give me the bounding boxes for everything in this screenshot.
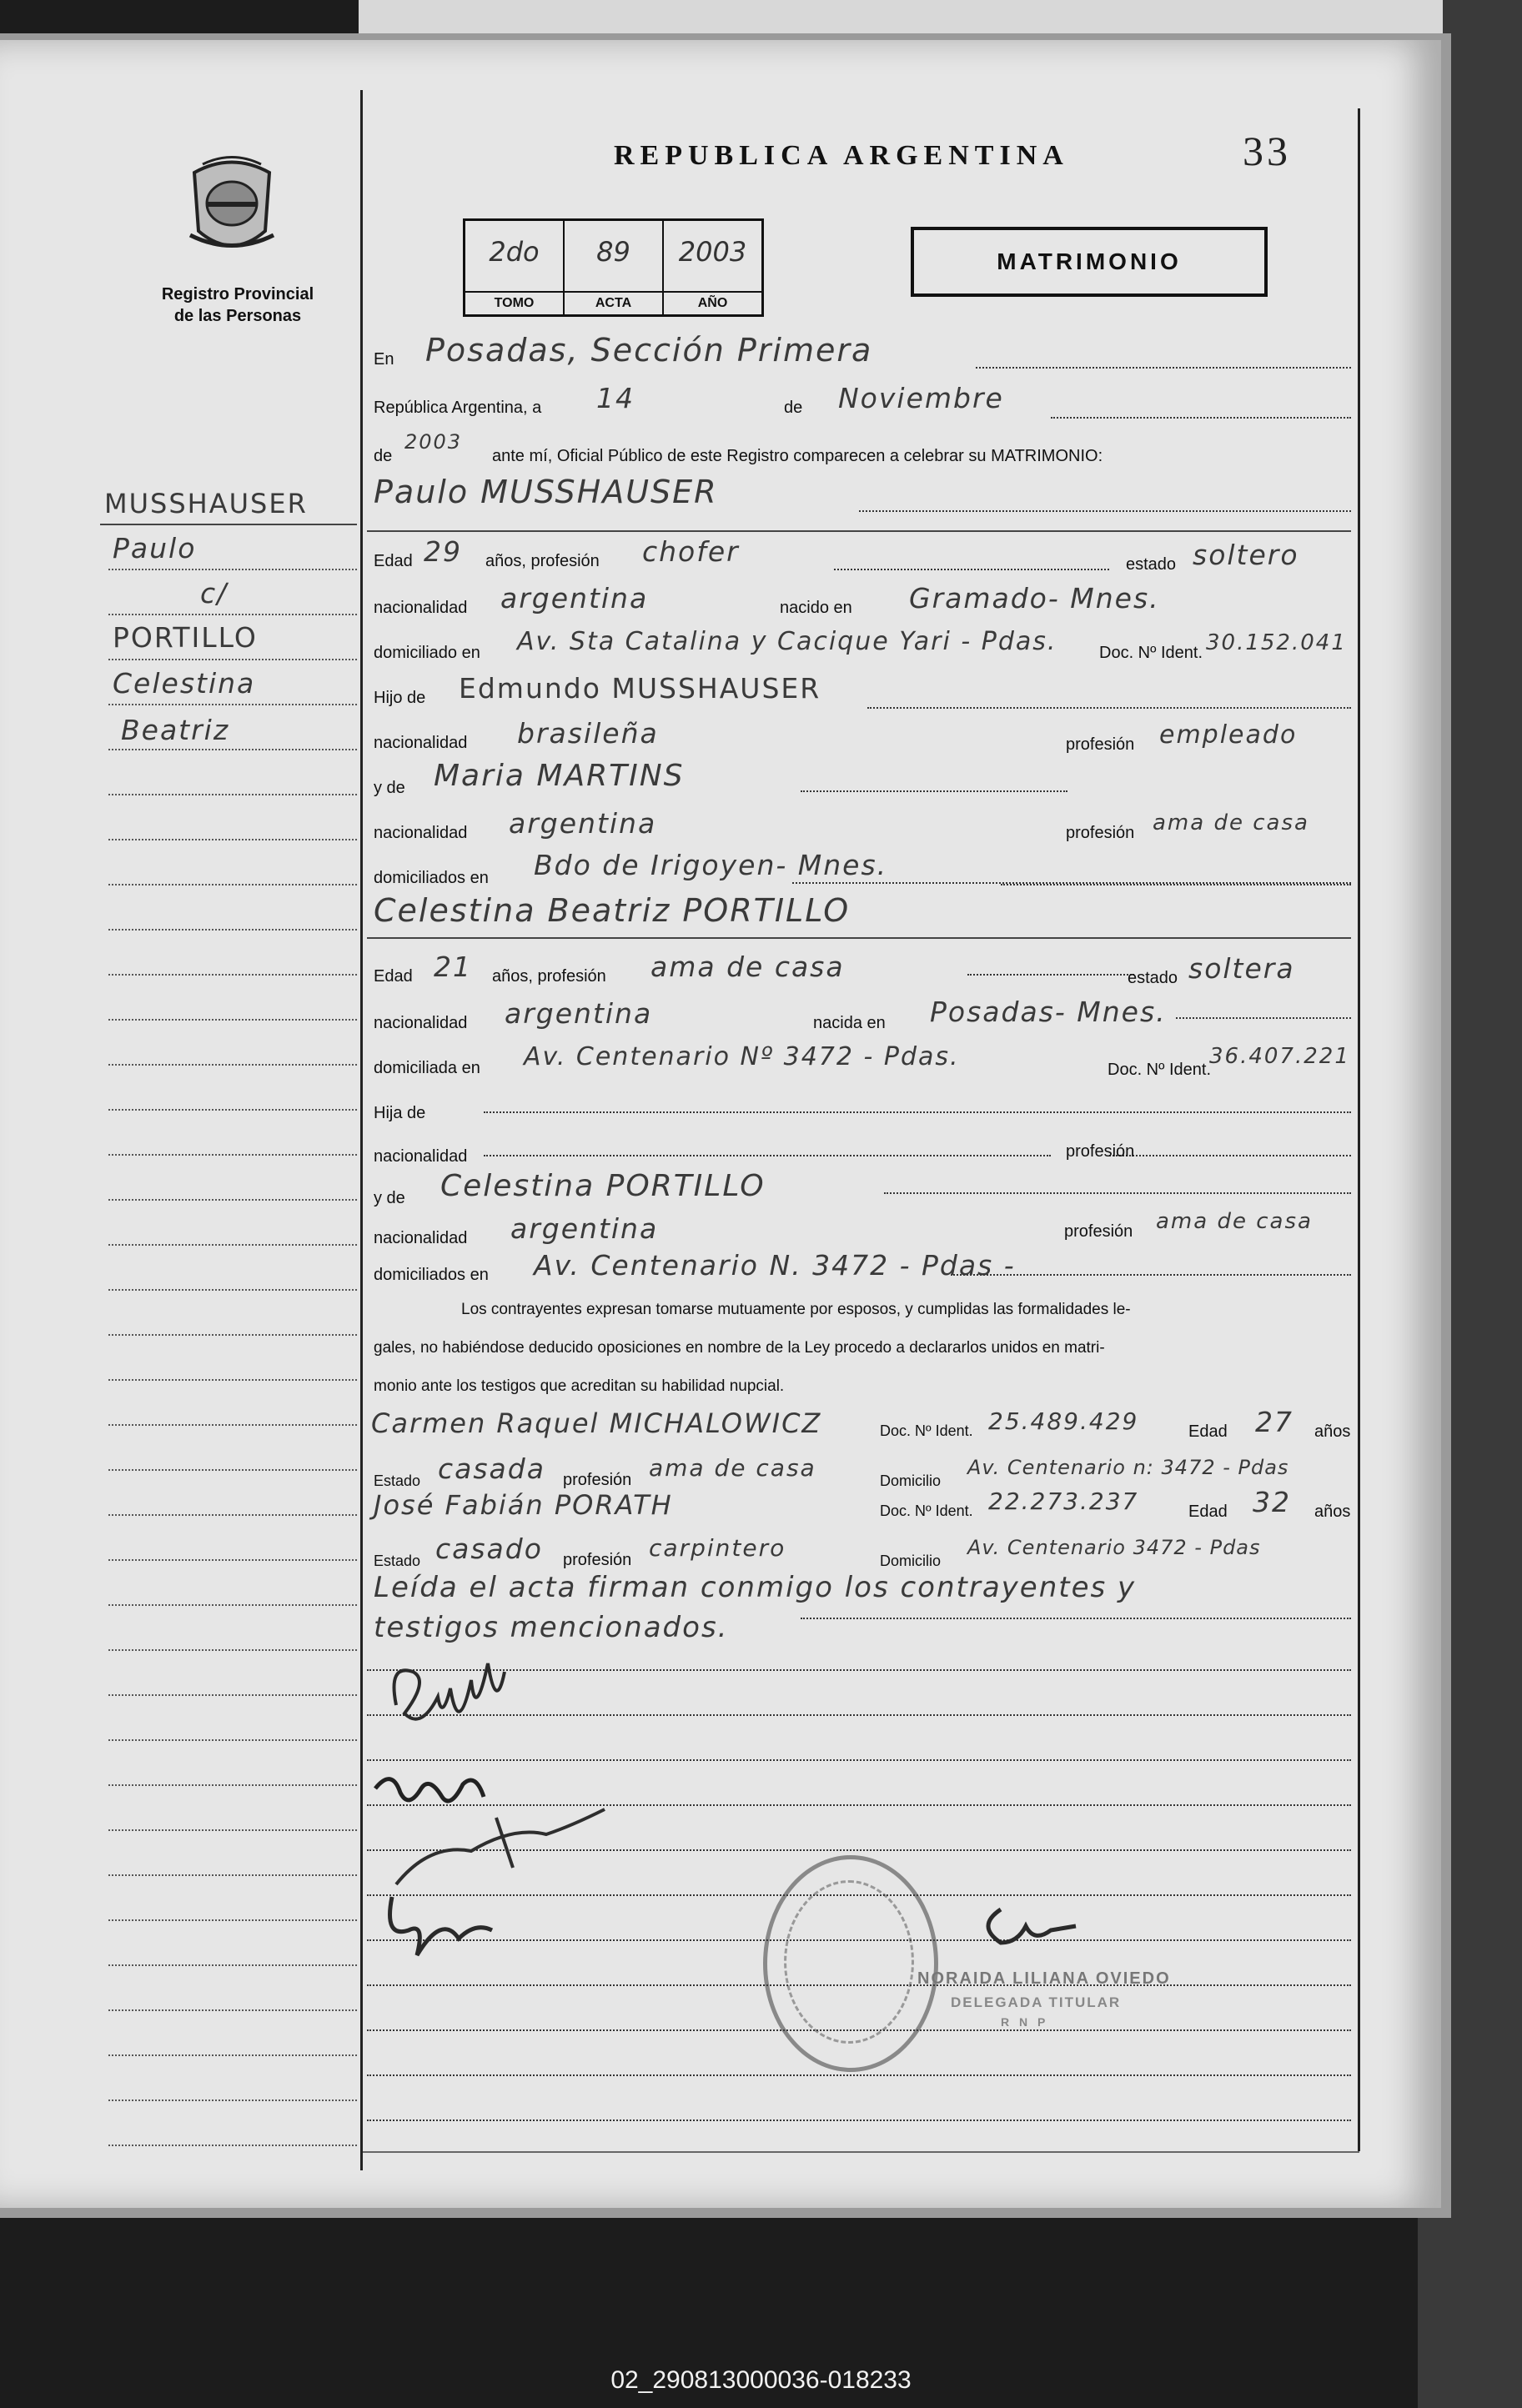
margin-rule-line: [108, 1739, 357, 1741]
margin-rule-line: [108, 884, 357, 885]
groom-age: 29: [424, 535, 462, 568]
witness1-profesion-label: profesión: [563, 1471, 632, 1489]
bride-status: soltera: [1188, 952, 1295, 985]
rule-line: [484, 1111, 1351, 1113]
groom-father-profesion-label: profesión: [1066, 735, 1135, 754]
rule-line: [367, 2074, 1351, 2076]
bride-nacida-label: nacida en: [813, 1014, 886, 1032]
witness1-profession: ama de casa: [649, 1454, 816, 1482]
rule-line: [801, 1618, 1351, 1619]
margin-rule-line: [108, 1019, 357, 1021]
margin-rule-line: [108, 1064, 357, 1066]
margin-note-line: Celestina: [113, 667, 256, 700]
record-type-box: MATRIMONIO: [911, 227, 1268, 297]
groom-mother-nacionalidad-label: nacionalidad: [374, 824, 468, 842]
bride-domiciliados-label: domiciliados en: [374, 1266, 489, 1284]
closing-line2: testigos mencionados.: [374, 1611, 729, 1644]
bride-domiciliada-label: domiciliada en: [374, 1059, 480, 1077]
margin-note-line: MUSSHAUSER: [104, 488, 308, 519]
rule-line: [1109, 1155, 1351, 1156]
rule-line: [834, 569, 1109, 570]
bride-anos-profesion-label: años, profesión: [492, 967, 606, 986]
margin-rule-line: [108, 704, 357, 705]
groom-nacionalidad-label: nacionalidad: [374, 599, 468, 617]
acta-value: 89: [596, 236, 630, 268]
bride-mother-nationality: argentina: [510, 1212, 659, 1245]
groom-name: Paulo MUSSHAUSER: [374, 474, 718, 510]
ano-cell: [664, 221, 761, 314]
bride-age: 21: [434, 951, 472, 983]
image-id-footer: 02_290813000036-018233: [610, 2366, 912, 2394]
witness1-status: casada: [438, 1452, 545, 1485]
witness2-domicilio-label: Domicilio: [880, 1553, 942, 1569]
margin-rule-line: [108, 2099, 357, 2101]
declaration-line3: monio ante los testigos que acreditan su habilidad nupcial.: [374, 1377, 785, 1395]
bride-doc-number: 36.407.221: [1209, 1044, 1350, 1069]
rule-line: [484, 1155, 1051, 1156]
de2-label: de: [374, 447, 393, 465]
groom-mother-profesion-label: profesión: [1066, 824, 1135, 842]
groom-yde-label: y de: [374, 779, 405, 797]
witness1-doc-label: Doc. Nº Ident.: [880, 1422, 973, 1439]
groom-father-profession: empleado: [1159, 720, 1298, 750]
witness2-profession: carpintero: [649, 1534, 786, 1562]
witness1-edad-label: Edad: [1188, 1422, 1228, 1441]
margin-rule-line: [108, 614, 357, 615]
signature-witness2-icon: [375, 1880, 509, 1972]
groom-mother-name: Maria MARTINS: [434, 759, 685, 793]
rule-line: [859, 510, 1351, 512]
bride-parents-address: Av. Centenario N. 3472 - Pdas -: [534, 1249, 1016, 1282]
margin-rule-line: [108, 1424, 357, 1426]
margin-rule-line: [108, 1379, 357, 1381]
bride-birthplace: Posadas- Mnes.: [930, 996, 1167, 1028]
bride-father-nacionalidad-label: nacionalidad: [374, 1147, 468, 1166]
witness2-doc-number: 22.273.237: [988, 1487, 1139, 1515]
witness1-doc-number: 25.489.429: [988, 1407, 1139, 1435]
bride-nacionalidad-label: nacionalidad: [374, 1014, 468, 1032]
tomo-cell: [465, 221, 565, 314]
de-label: de: [784, 399, 803, 417]
groom-mother-profession: ama de casa: [1153, 810, 1309, 835]
groom-address: Av. Sta Catalina y Cacique Yari - Pdas.: [517, 627, 1057, 656]
bride-edad-label: Edad: [374, 967, 413, 986]
en-label: En: [374, 350, 394, 369]
month-value: Noviembre: [838, 382, 1004, 414]
rule-line: [867, 707, 1351, 709]
official-name: NORAIDA LILIANA OVIEDO: [917, 1969, 1171, 1988]
declaration-line1: Los contrayentes expresan tomarse mutuamente por esposos, y cumplidas las formalidades le-: [461, 1301, 1131, 1318]
witness1-domicilio-label: Domicilio: [880, 1472, 942, 1489]
groom-father-name: Edmundo MUSSHAUSER: [459, 672, 821, 705]
bride-name: Celestina Beatriz PORTILLO: [374, 892, 851, 929]
witness2-doc-label: Doc. Nº Ident.: [880, 1502, 973, 1519]
bride-address: Av. Centenario Nº 3472 - Pdas.: [524, 1042, 960, 1071]
margin-rule-line: [108, 1559, 357, 1561]
country-title: REPUBLICA ARGENTINA: [614, 140, 1069, 171]
rule-line: [884, 1192, 1351, 1194]
groom-nationality: argentina: [500, 582, 649, 615]
groom-nacido-label: nacido en: [780, 599, 852, 617]
margin-rule-line: [108, 569, 357, 570]
bride-mother-name: Celestina PORTILLO: [440, 1169, 766, 1203]
margin-rule-line: [108, 1604, 357, 1606]
margin-note-line: c/: [200, 577, 229, 610]
witness1-anos-label: años: [1314, 1422, 1351, 1441]
groom-parents-address: Bdo de Irigoyen- Mnes.: [534, 849, 888, 881]
year-value: 2003: [404, 430, 463, 454]
section-rule: [367, 937, 1351, 939]
registry-name: [133, 283, 342, 327]
bride-mother-profesion-label: profesión: [1064, 1222, 1133, 1241]
acta-cell: [565, 221, 664, 314]
bride-father-profesion-label: profesión: [1066, 1142, 1135, 1161]
place-value: Posadas, Sección Primera: [425, 332, 873, 369]
groom-edad-label: Edad: [374, 552, 413, 570]
witness2-profesion-label: profesión: [563, 1551, 632, 1569]
acta-label: ACTA: [565, 291, 662, 314]
witness2-age: 32: [1253, 1486, 1291, 1518]
groom-anos-profesion-label: años, profesión: [485, 552, 600, 570]
groom-domiciliados-label: domiciliados en: [374, 869, 489, 887]
margin-rule-line: [108, 974, 357, 976]
witness1-estado-label: Estado: [374, 1472, 421, 1489]
page-number: 33: [1243, 128, 1291, 174]
registry-name-line2: de las Personas: [173, 307, 302, 325]
tomo-label: TOMO: [465, 291, 563, 314]
margin-rule-line: [108, 1334, 357, 1336]
registry-name-line1: Registro Provincial: [161, 285, 314, 304]
reference-table: [463, 218, 764, 317]
bottom-rule: [363, 2151, 1359, 2153]
rule-line: [976, 367, 1351, 369]
groom-birthplace: Gramado- Mnes.: [909, 582, 1160, 615]
rule-line: [1001, 884, 1351, 885]
groom-doc-label: Doc. Nº Ident.: [1099, 644, 1203, 662]
margin-note-line: PORTILLO: [113, 621, 258, 654]
declaration-line2: gales, no habiéndose deducido oposiciones en nombre de la Ley procedo a declararlos unidos en matri-: [374, 1339, 1105, 1357]
rule-line: [967, 974, 1134, 976]
bride-estado-label: estado: [1128, 969, 1178, 987]
margin-rule-line: [100, 524, 357, 525]
margin-rule-line: [108, 1874, 357, 1876]
closing-line1: Leída el acta firman conmigo los contrayentes y: [374, 1571, 1137, 1604]
margin-rule-line: [108, 2009, 357, 2011]
witness2-edad-label: Edad: [1188, 1502, 1228, 1521]
republic-label: República Argentina, a: [374, 399, 542, 417]
margin-rule-line: [108, 1514, 357, 1516]
groom-hijo-label: Hijo de: [374, 689, 426, 707]
witness2-estado-label: Estado: [374, 1553, 421, 1569]
margin-rule-line: [108, 749, 357, 750]
margin-rule-line: [108, 1919, 357, 1921]
official-title: DELEGADA TITULAR: [951, 1994, 1122, 2010]
margin-rule-line: [108, 1109, 357, 1111]
margin-rule-line: [108, 1829, 357, 1831]
margin-rule-line: [108, 2145, 357, 2146]
bride-yde-label: y de: [374, 1189, 405, 1207]
groom-doc-number: 30.152.041: [1206, 630, 1347, 655]
day-value: 14: [596, 382, 635, 414]
margin-rule-line: [108, 839, 357, 840]
ano-label: AÑO: [664, 291, 761, 314]
groom-status: soltero: [1193, 539, 1299, 571]
signature-groom-icon: [379, 1647, 546, 1763]
bride-mother-profession: ama de casa: [1156, 1209, 1313, 1234]
rule-line: [1051, 417, 1351, 419]
groom-domiciliado-label: domiciliado en: [374, 644, 480, 662]
margin-rule-line: [108, 1244, 357, 1246]
margin-rule-line: [108, 794, 357, 795]
margin-rule-line: [108, 1694, 357, 1696]
tomo-value: 2do: [489, 236, 540, 268]
margin-note-line: Beatriz: [121, 714, 230, 746]
witness1-age: 27: [1255, 1406, 1293, 1438]
witness2-name: José Fabián PORATH: [374, 1489, 673, 1521]
signature-official-icon: [967, 1893, 1084, 1959]
witness2-address: Av. Centenario 3472 - Pdas: [967, 1536, 1261, 1559]
appear-text: ante mí, Oficial Público de este Registro comparecen a celebrar su MATRIMONIO:: [492, 447, 1103, 465]
witness2-status: casado: [435, 1533, 543, 1565]
bride-nationality: argentina: [505, 997, 653, 1030]
groom-estado-label: estado: [1126, 555, 1177, 574]
groom-father-nacionalidad-label: nacionalidad: [374, 734, 468, 752]
section-rule: [367, 530, 1351, 532]
margin-rule-line: [108, 1199, 357, 1201]
groom-profession: chofer: [642, 535, 740, 568]
margin-rule-line: [108, 2054, 357, 2056]
margin-rule-line: [108, 1154, 357, 1156]
bride-hija-label: Hija de: [374, 1104, 426, 1122]
margin-rule-line: [108, 1649, 357, 1651]
margin-rule-line: [108, 1784, 357, 1786]
rule-line: [801, 790, 1067, 792]
bride-mother-nacionalidad-label: nacionalidad: [374, 1229, 468, 1247]
rule-line: [367, 2120, 1351, 2121]
official-initials: R N P: [1001, 2015, 1049, 2029]
bride-profession: ama de casa: [650, 951, 845, 983]
margin-rule-line: [108, 1964, 357, 1966]
margin-rule-line: [108, 659, 357, 660]
margin-rule-line: [108, 929, 357, 931]
provincial-coat-of-arms-icon: [182, 152, 282, 260]
margin-rule: [360, 90, 363, 2170]
groom-mother-nationality: argentina: [509, 807, 657, 840]
margin-rule-line: [108, 1289, 357, 1291]
witness1-name: Carmen Raquel MICHALOWICZ: [371, 1407, 822, 1439]
official-seal-inner: [784, 1880, 914, 2044]
margin-note-line: Paulo: [113, 532, 197, 564]
witness1-address: Av. Centenario n: 3472 - Pdas: [967, 1456, 1289, 1479]
witness2-anos-label: años: [1314, 1502, 1351, 1521]
right-rule: [1358, 108, 1360, 2151]
margin-rule-line: [108, 1469, 357, 1471]
ano-value: 2003: [678, 236, 747, 268]
rule-line: [1176, 1017, 1351, 1019]
bride-doc-label: Doc. Nº Ident.: [1108, 1061, 1212, 1079]
groom-father-nationality: brasileña: [517, 717, 659, 750]
